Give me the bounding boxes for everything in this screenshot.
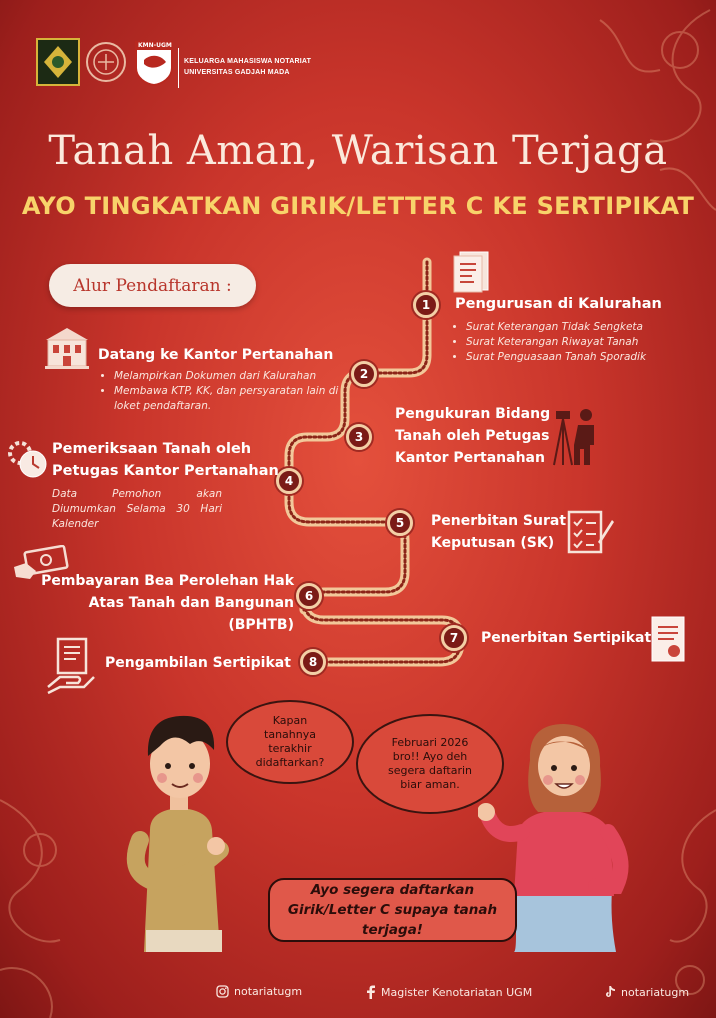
step-number-8: 8	[300, 649, 326, 675]
step-2-title: Datang ke Kantor Pertanahan	[98, 347, 334, 363]
step-4-title	[52, 438, 279, 482]
step-8-title: Pengambilan Sertipikat	[105, 655, 291, 671]
facebook-icon	[366, 985, 376, 999]
step-3-title-line3: Kantor Pertanahan	[395, 450, 545, 466]
call-to-action-box: Ayo segera daftarkan Girik/Letter C supaya tanah terjaga!	[268, 878, 517, 942]
step-3-title-line2: Tanah oleh Petugas	[395, 428, 550, 444]
tiktok-handle: notariatugm	[621, 985, 690, 999]
step-number-7: 7	[441, 625, 467, 651]
step-6-title	[34, 570, 294, 636]
office-building-icon	[44, 326, 90, 370]
instagram-icon	[216, 985, 229, 998]
instagram-handle: notariatugm	[234, 985, 303, 998]
step-number-3: 3	[346, 424, 372, 450]
step-4-title-line1: Pemeriksaan Tanah oleh	[52, 441, 252, 457]
checklist-signing-icon	[566, 508, 614, 556]
org-name-line2: UNIVERSITAS GADJAH MADA	[184, 69, 290, 76]
step-1-bullet: • Surat Keterangan Tidak Sengketa	[466, 320, 662, 335]
man-speech-bubble: Kapan tanahnya terakhir didaftarkan?	[226, 700, 354, 784]
step-2-bullet: • Melampirkan Dokumen dari Kalurahan	[114, 369, 350, 384]
step-4-title-line2: Petugas Kantor Pertanahan	[52, 463, 279, 479]
facebook-page: Magister Kenotariatan UGM	[381, 985, 533, 999]
step-1-title: Pengurusan di Kalurahan	[455, 296, 662, 312]
step-5-title-line1: Penerbitan Surat	[431, 513, 567, 529]
step-3-title-line1: Pengukuran Bidang	[395, 406, 551, 422]
step-4-note: Data Pemohon akan Diumumkan Selama 30 Hari Kalender	[52, 488, 222, 530]
step-5-title	[431, 510, 566, 554]
footer-tiktok[interactable]	[604, 985, 689, 999]
step-number-1: 1	[413, 292, 439, 318]
step-number-6: 6	[296, 583, 322, 609]
gear-clock-icon	[6, 439, 50, 479]
step-number-5: 5	[387, 510, 413, 536]
kmn-logo-text: KMN-UGM	[138, 42, 172, 49]
tiktok-icon	[604, 985, 616, 999]
step-number-2: 2	[351, 361, 377, 387]
step-6-title-line2: Atas Tanah dan Bangunan (BPHTB)	[88, 595, 294, 633]
step-7-title: Penerbitan Sertipikat	[481, 630, 652, 646]
step-1-bullets	[452, 320, 662, 365]
step-1-bullet: • Surat Keterangan Riwayat Tanah	[466, 335, 662, 350]
document-icon	[450, 250, 492, 294]
alur-pendaftaran-label: Alur Pendaftaran :	[49, 264, 256, 307]
footer-facebook[interactable]	[366, 985, 532, 999]
certificate-icon	[650, 615, 688, 665]
footer-instagram[interactable]	[216, 985, 302, 998]
step-3-title	[395, 403, 550, 469]
step-number-4: 4	[276, 468, 302, 494]
page-title: Tanah Aman, Warisan Terjaga	[48, 128, 668, 174]
page-subtitle: AYO TINGKATKAN GIRIK/LETTER C KE SERTIPIKAT	[21, 192, 695, 220]
step-6-title-line1: Pembayaran Bea Perolehan Hak	[41, 573, 294, 589]
woman-speech-bubble: Februari 2026 bro!! Ayo deh segera daftarin biar aman.	[356, 714, 504, 814]
receive-document-icon	[46, 637, 96, 695]
surveyor-icon	[552, 405, 602, 467]
step-2-bullet: • Membawa KTP, KK, dan persyaratan lain di loket pendaftaran.	[114, 384, 350, 414]
step-2-bullets	[100, 369, 350, 414]
org-name-line1: KELUARGA MAHASISWA NOTARIAT	[184, 58, 312, 65]
step-1-bullet: • Surat Penguasaan Tanah Sporadik	[466, 350, 662, 365]
step-5-title-line2: Keputusan (SK)	[431, 535, 555, 551]
